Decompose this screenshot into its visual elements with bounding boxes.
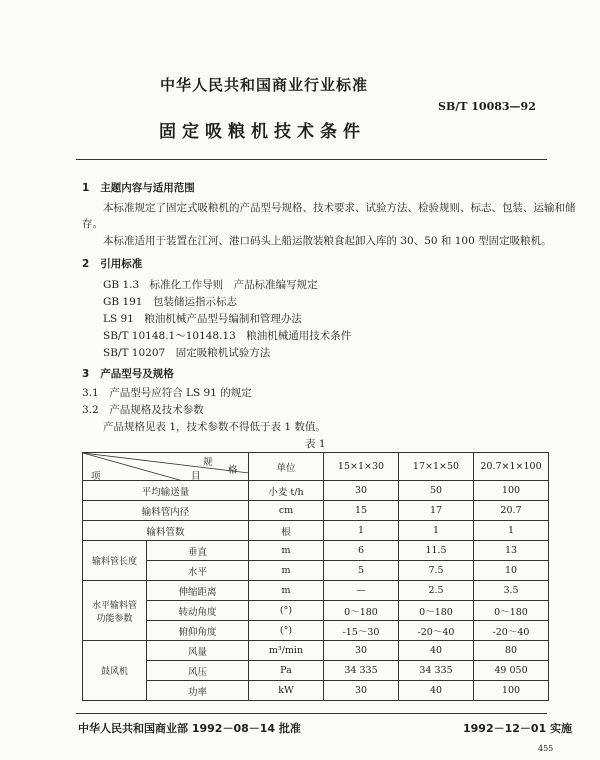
table-row [83,561,549,581]
row-item: 风量 [147,641,249,661]
group-label-line2: 功能参数 [96,613,133,624]
row-value: 10 [474,561,549,581]
group-label-horizontal-pipe [83,581,147,641]
implementation-date: 1992－12－01 实施 [463,722,573,735]
row-value: — [324,581,399,601]
section-3-heading [82,366,174,381]
corner-header-cell [83,453,249,481]
group-label-blower: 鼓风机 [83,641,147,701]
reference-item: SB/T 10207 固定吸粮机试验方法 [103,347,271,359]
table-row [83,641,549,661]
section-3-title: 产品型号及规格 [100,368,174,380]
section-3-number: 3 [82,368,90,380]
standard-number: SB/T 10083—92 [438,100,536,113]
row-unit: m [249,541,324,561]
row-value: 49 050 [474,661,549,681]
section-1-para1: 本标准规定了固定式吸粮机的产品型号规格、技术要求、试验方法、检验规则、标志、包装、运输和储 [103,202,576,214]
row-value: 0～180 [474,601,549,621]
table-row [83,661,549,681]
reference-item: LS 91 粮油机械产品型号编制和管理办法 [103,313,302,325]
row-unit: (°) [249,621,324,641]
section-2-title: 引用标准 [100,258,143,270]
row-unit: 小麦 t/h [249,481,324,501]
row-value: 11.5 [399,541,474,561]
table-row [83,621,549,641]
issuing-organization: 中华人民共和国商业行业标准 [160,76,369,94]
row-value: 100 [474,481,549,501]
clause-3-1: 3.1 产品型号应符合 LS 91 的规定 [82,387,252,399]
row-value: 7.5 [399,561,474,581]
row-value: 13 [474,541,549,561]
row-item: 平均输送量 [83,481,249,501]
section-1-title: 主题内容与适用范围 [100,182,195,194]
corner-label-top2: 格 [228,465,238,476]
corner-label-mid: 目 [191,471,201,482]
corner-label-left: 项 [91,471,101,482]
header-spec-30: 15×1×30 [324,453,399,481]
row-value: 3.5 [474,581,549,601]
row-value: 100 [474,681,549,701]
reference-item: GB 1.3 标准化工作导则 产品标准编写规定 [103,279,318,291]
table-row [83,541,549,561]
row-value: -20～40 [399,621,474,641]
row-value: 50 [399,481,474,501]
row-value: 1 [474,521,549,541]
row-value: -20～40 [474,621,549,641]
reference-item: SB/T 10148.1～10148.13 粮油机械通用技术条件 [103,330,352,342]
row-item: 输料管数 [83,521,249,541]
spec-table [82,452,549,701]
document-title: 固定吸粮机技术条件 [159,122,366,142]
row-value: 40 [399,681,474,701]
row-unit: m [249,561,324,581]
section-1-number: 1 [82,182,90,194]
row-unit: (°) [249,601,324,621]
corner-label-top: 规 [203,457,213,468]
table-row [83,501,549,521]
row-item: 功率 [147,681,249,701]
table-row [83,601,549,621]
row-value: 1 [324,521,399,541]
table-caption: 表 1 [305,438,326,450]
corner-diagonal-lines [83,453,249,481]
header-rule [76,159,547,160]
row-value: 1 [399,521,474,541]
row-value: 30 [324,641,399,661]
reference-item: GB 191 包装储运指示标志 [103,296,237,308]
row-value: 30 [324,681,399,701]
row-unit: kW [249,681,324,701]
group-label-line1: 水平输料管 [91,600,137,611]
row-item: 输料管内径 [83,501,249,521]
section-1-para1-cont: 存。 [82,218,103,230]
row-value: 0～180 [399,601,474,621]
row-value: 15 [324,501,399,521]
row-value: 2.5 [399,581,474,601]
row-unit: m³/min [249,641,324,661]
row-value: 6 [324,541,399,561]
row-unit: 根 [249,521,324,541]
row-item: 水平 [147,561,249,581]
row-item: 转动角度 [147,601,249,621]
row-unit: m [249,581,324,601]
row-value: 0～180 [324,601,399,621]
page-number: 455 [538,744,554,753]
row-unit: cm [249,501,324,521]
row-unit: Pa [249,661,324,681]
row-value: 40 [399,641,474,661]
row-item: 垂直 [147,541,249,561]
row-value: 34 335 [399,661,474,681]
row-item: 俯仰角度 [147,621,249,641]
section-1-heading [82,180,195,195]
table-row [83,581,549,601]
footer-rule [76,713,547,714]
section-2-heading [82,256,142,271]
row-value: 5 [324,561,399,581]
table-header-row [83,453,549,481]
row-value: -15～30 [324,621,399,641]
header-spec-50: 17×1×50 [399,453,474,481]
header-unit: 单位 [249,453,324,481]
table-row [83,521,549,541]
row-value: 30 [324,481,399,501]
section-1-para2: 本标准适用于装置在江河、港口码头上船运散装粮食起卸入库的 30、50 和 100 型固定吸粮机。 [103,235,552,247]
row-value: 34 335 [324,661,399,681]
approval-line: 中华人民共和国商业部 1992－08－14 批准 [78,722,301,735]
table-row [83,481,549,501]
group-label-pipe-length: 输料管长度 [83,541,147,581]
clause-3-2-text: 产品规格见表 1，技术参数不得低于表 1 数值。 [103,421,326,433]
row-item: 风压 [147,661,249,681]
table-row [83,681,549,701]
row-item: 伸缩距离 [147,581,249,601]
section-2-number: 2 [82,258,90,270]
row-value: 80 [474,641,549,661]
row-value: 20.7 [474,501,549,521]
header-spec-100: 20.7×1×100 [474,453,549,481]
row-value: 17 [399,501,474,521]
clause-3-2: 3.2 产品规格及技术参数 [82,404,204,416]
